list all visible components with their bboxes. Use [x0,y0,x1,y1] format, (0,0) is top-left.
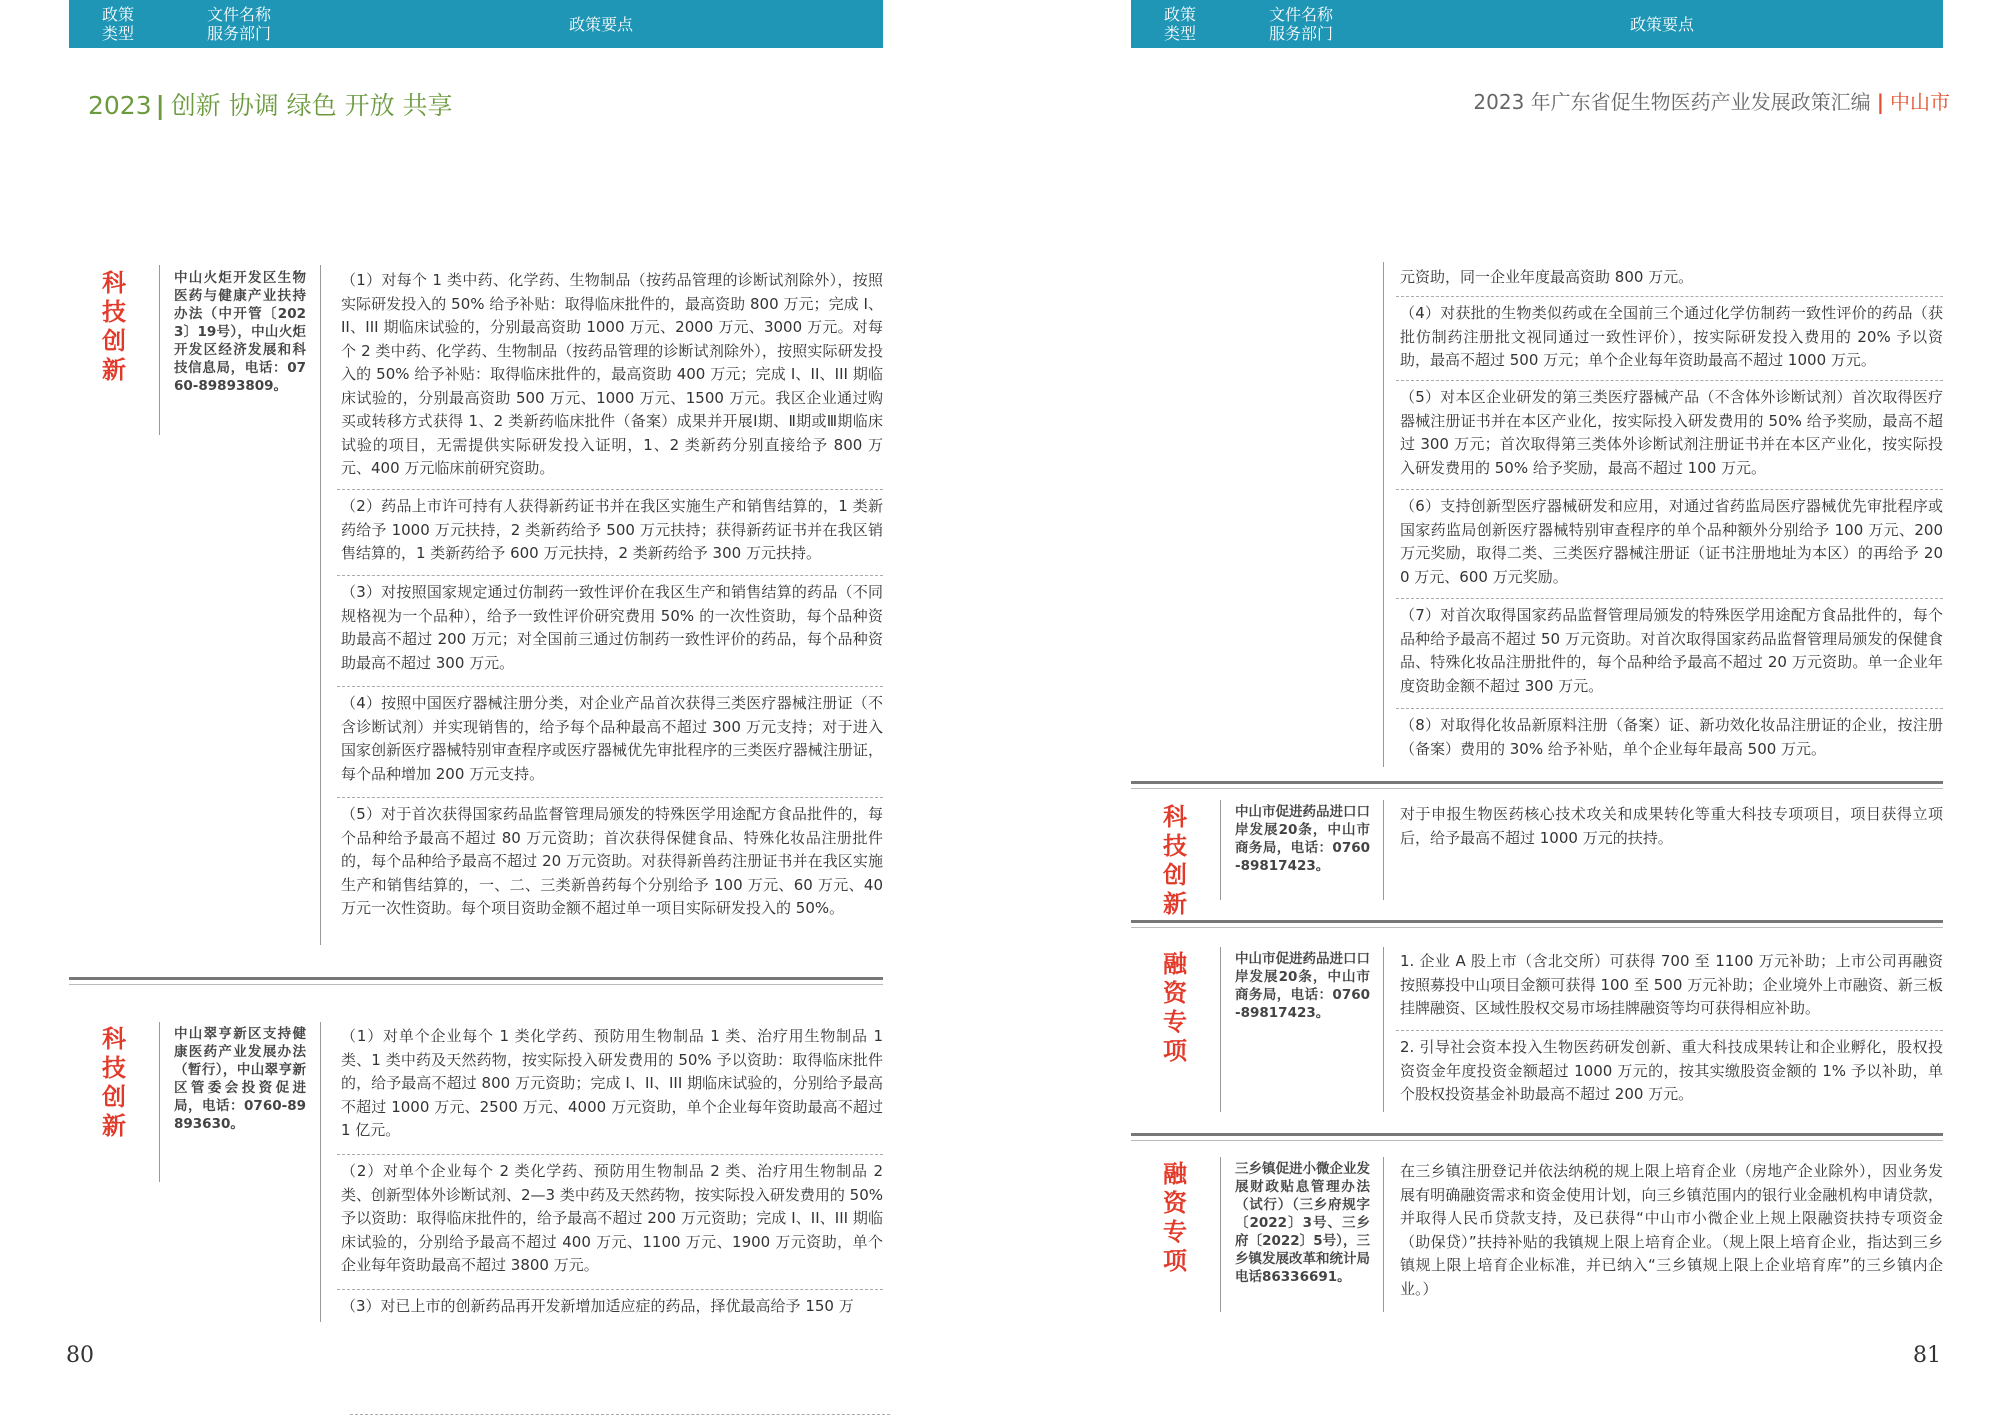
table-header [69,0,883,48]
policy-item: （1）对每个 1 类中药、化学药、生物制品（按药品管理的诊断试剂除外），按照实际研发投入的 50% 给予补贴：取得临床批件的，最高资助 800 万元；完成 I、II、III 期临床试验的，分别最高资助 1000 万元、2000 万元、3000 万元。对每个 2 类中药、化学药、生物制品（按药品管理的诊断试剂除外），按照实际研发投入的 50% 给予补贴：取得临床批件的，最高资助 400 万元；完成 I、II、III 期临床试验的，分别最高资助 500 万元、1000 万元、1500 万元。我区企业通过购买或转移方式获得 1、2 类新药临床批件（备案）成果并开展Ⅰ期、Ⅱ期或Ⅲ期临床试验的项目，无需提供实际研发投入证明，1、2 类新药分别直接给予 800 万元、400 万元临床前研究资助。 [341,271,883,477]
policy-item: （1）对单个企业每个 1 类化学药、预防用生物制品 1 类、治疗用生物制品 1 类、1 类中药及天然药物，按实际投入研发费用的 50% 予以资助：取得临床批件的，给予最高不超过 800 万元资助；完成 I、II、III 期临床试验的，分别给予最高不超过 1000 万元、2500 万元、4000 万元资助，单个企业每年资助最高不超过 1 亿元。 [341,1027,883,1139]
row-divider [1396,380,1943,381]
column-divider [1383,1157,1384,1312]
col-policy-type-line1: 政策 [1163,5,1196,24]
page-number: 81 [1913,1343,1941,1368]
column-divider [159,265,160,435]
policy-item: （4）对获批的生物类似药或在全国前三个通过化学仿制药一致性评价的药品（获批仿制药注册批文视同通过一致性评价），按实际研发投入费用的 20% 予以资助，最高不超过 500 万元；单个企业每年资助最高不超过 1000 万元。 [1400,304,1943,369]
col-document-line2: 服务部门 [1269,24,1334,43]
policy-item: 对于申报生物医药核心技术攻关和成果转化等重大科技专项项目，项目获得立项后，给予最高不超过 1000 万元的扶持。 [1400,805,1943,847]
header-slogan [88,86,453,122]
col-policy-type-line1: 政策 [101,5,134,24]
policy-item: （8）对取得化妆品新原料注册（备案）证、新功效化妆品注册证的企业，按注册（备案）费用的 30% 给予补贴，单个企业每年最高 500 万元。 [1400,716,1943,758]
column-divider [1383,262,1384,767]
column-divider [1220,1157,1221,1312]
row-divider [337,575,883,576]
header-city: 中山市 [1890,90,1950,114]
policy-item: （7）对首次取得国家药品监督管理局颁发的特殊医学用途配方食品批件的，每个品种给予最高不超过 50 万元资助。对首次取得国家药品监督管理局颁发的保健食品、特殊化妆品注册批件的，每个品种给予最高不超过 20 万元资助。单一企业年度资助金额不超过 300 万元。 [1400,606,1943,695]
row-divider [1396,1030,1943,1031]
row-divider [337,1289,883,1290]
column-divider [1383,800,1384,900]
policy-item: （6）支持创新型医疗器械研发和应用，对通过省药监局医疗器械优先审批程序或国家药监局创新医疗器械特别审查程序的单个品种额外分别给予 100 万元、200 万元奖励，取得二类、三类医疗器械注册证（证书注册地址为本区）的再给予 200 万元、600 万元奖励。 [1400,497,1943,586]
column-divider [320,1022,321,1322]
page-number: 80 [66,1343,94,1368]
header-title [1473,86,1950,115]
header-slogan-text: 创新 协调 绿色 开放 共享 [170,91,453,120]
document-dept: 中山市促进药品进口口岸发展20条，中山市商务局，电话：0760-89817423。 [1235,951,1370,1021]
col-document-line1: 文件名称 [207,5,272,24]
policy-item: 在三乡镇注册登记并依法纳税的规上限上培育企业（房地产企业除外），因业务发展有明确融资需求和资金使用计划，向三乡镇范围内的银行业金融机构申请贷款， 并取得人民币贷款支持，及已获得“中山市小微企业上规上限融资扶持专项资金（助保贷）”扶持补贴的我镇规上限上培育企业。（规上限上培育企业，指达到三乡镇规上限上培育企业标准，并已纳入“三乡镇规上限上企业培育库”的三乡镇内企业。） [1400,1162,1943,1298]
policy-item: （2）对单个企业每个 2 类化学药、预防用生物制品 2 类、治疗用生物制品 2 类、创新型体外诊断试剂、2—3 类中药及天然药物，按实际投入研发费用的 50% 予以资助：取得临床批件的，给予最高不超过 200 万元资助；完成 I、II、III 期临床试验的，分别给予最高不超过 400 万元、1100 万元、1900 万元资助，单个企业每年资助最高不超过 3800 万元。 [341,1162,883,1274]
section-separator [1131,1133,1943,1141]
policy-type-label: 科技创新 [1163,803,1187,918]
document-dept: 三乡镇促进小微企业发展财政贴息管理办法（试行）（三乡府规字〔2022〕3号、三乡府〔2022〕5号），三乡镇发展改革和统计局电话86336691。 [1235,1161,1370,1285]
col-policy-type [1155,0,1205,48]
document-dept: 中山市促进药品进口口岸发展20条，中山市商务局，电话：0760-89817423。 [1235,804,1370,874]
policy-type-label: 融资专项 [1163,950,1187,1065]
bottom-divider [350,1414,890,1415]
col-document-name [1269,0,1389,48]
table-header [1131,0,1943,48]
row-divider [337,686,883,687]
header-title-text: 2023 年广东省促生物医药产业发展政策汇编 [1473,90,1871,114]
col-policy-points: 政策要点 [1629,14,1694,34]
col-document-line2: 服务部门 [207,24,272,43]
column-divider [320,265,321,945]
row-divider [1396,489,1943,490]
right-page [1000,0,2000,1419]
row-divider [1396,598,1943,599]
policy-type-label: 科技创新 [102,1025,126,1140]
row-divider [1396,296,1943,297]
policy-item: 1. 企业 A 股上市（含北交所）可获得 700 至 1100 万元补助；上市公司再融资按照募投中山项目金额可获得 100 至 500 万元补助；企业境外上市融资、新三板挂牌融资、区域性股权交易市场挂牌融资等均可获得相应补助。 [1400,952,1943,1017]
document-dept: 中山火炬开发区生物医药与健康产业扶持办法（中开管〔2023〕19号），中山火炬开发区经济发展和科技信息局，电话：0760-89893809。 [174,270,306,394]
col-policy-type [93,0,143,48]
column-divider [1220,947,1221,1112]
policy-item: （3）对按照国家规定通过仿制药一致性评价在我区生产和销售结算的药品（不同规格视为一个品种），给予一致性评价研究费用 50% 的一次性资助，每个品种资助最高不超过 200 万元；对全国前三通过仿制药一致性评价的药品，每个品种资助最高不超过 300 万元。 [341,583,883,672]
row-divider [337,489,883,490]
column-divider [159,1022,160,1182]
row-divider [1396,708,1943,709]
policy-item: 2. 引导社会资本投入生物医药研发创新、重大科技成果转让和企业孵化，股权投资资金年度投资金额超过 1000 万元的，按其实缴股资金额的 1% 予以补助，单个股权投资基金补助最高不超过 200 万元。 [1400,1038,1943,1103]
row-divider [337,1154,883,1155]
col-document-name [207,0,327,48]
policy-type-label: 科技创新 [102,269,126,384]
col-document-line1: 文件名称 [1269,5,1334,24]
policy-item: （2）药品上市许可持有人获得新药证书并在我区实施生产和销售结算的，1 类新药给予 1000 万元扶持，2 类新药给予 500 万元扶持；获得新药证书并在我区销售结算的，1 类新药给予 600 万元扶持，2 类新药给予 300 万元扶持。 [341,497,883,562]
document-dept: 中山翠亨新区支持健康医药产业发展办法（暂行），中山翠亨新区管委会投资促进局，电话：0760-89893630。 [174,1026,306,1132]
policy-item: （5）对于首次获得国家药品监督管理局颁发的特殊医学用途配方食品批件的，每个品种给予最高不超过 80 万元资助；首次获得保健食品、特殊化妆品注册批件的，每个品种给予最高不超过 20 万元资助。对获得新兽药注册证书并在我区实施生产和销售结算的，一、二、三类新兽药每个分别给予 100 万元、60 万元、40 万元一次性资助。每个项目资助金额不超过单一项目实际研发投入的 50%。 [341,805,883,917]
policy-type-label: 融资专项 [1163,1160,1187,1275]
col-policy-points: 政策要点 [568,14,633,34]
section-separator [1131,781,1943,789]
policy-item: （5）对本区企业研发的第三类医疗器械产品（不含体外诊断试剂）首次取得医疗器械注册证书并在本区产业化，按实际投入研发费用的 50% 给予奖励，最高不超过 300 万元；首次取得第三类体外诊断试剂注册证书并在本区产业化，按实际投入研发费用的 50% 给予奖励，最高不超过 100 万元。 [1400,388,1943,477]
section-separator [69,977,883,985]
policy-item: （4）按照中国医疗器械注册分类，对企业产品首次获得三类医疗器械注册证（不含诊断试剂）并实现销售的，给予每个品种最高不超过 300 万元支持；对于进入国家创新医疗器械特别审查程序或医疗器械优先审批程序的三类医疗器械注册证，每个品种增加 200 万元支持。 [341,694,883,783]
header-year: 2023 [88,91,152,120]
column-divider [1383,947,1384,1112]
header-divider: | [155,91,165,120]
column-divider [1220,800,1221,900]
col-policy-type-line2: 类型 [101,24,134,43]
policy-item: （3）对已上市的创新药品再开发新增加适应症的药品，择优最高给予 150 万 [341,1297,854,1315]
row-divider [337,797,883,798]
policy-item: 元资助，同一企业年度最高资助 800 万元。 [1400,268,1694,286]
header-divider: | [1876,90,1884,114]
col-policy-type-line2: 类型 [1163,24,1196,43]
section-separator [1131,920,1943,928]
